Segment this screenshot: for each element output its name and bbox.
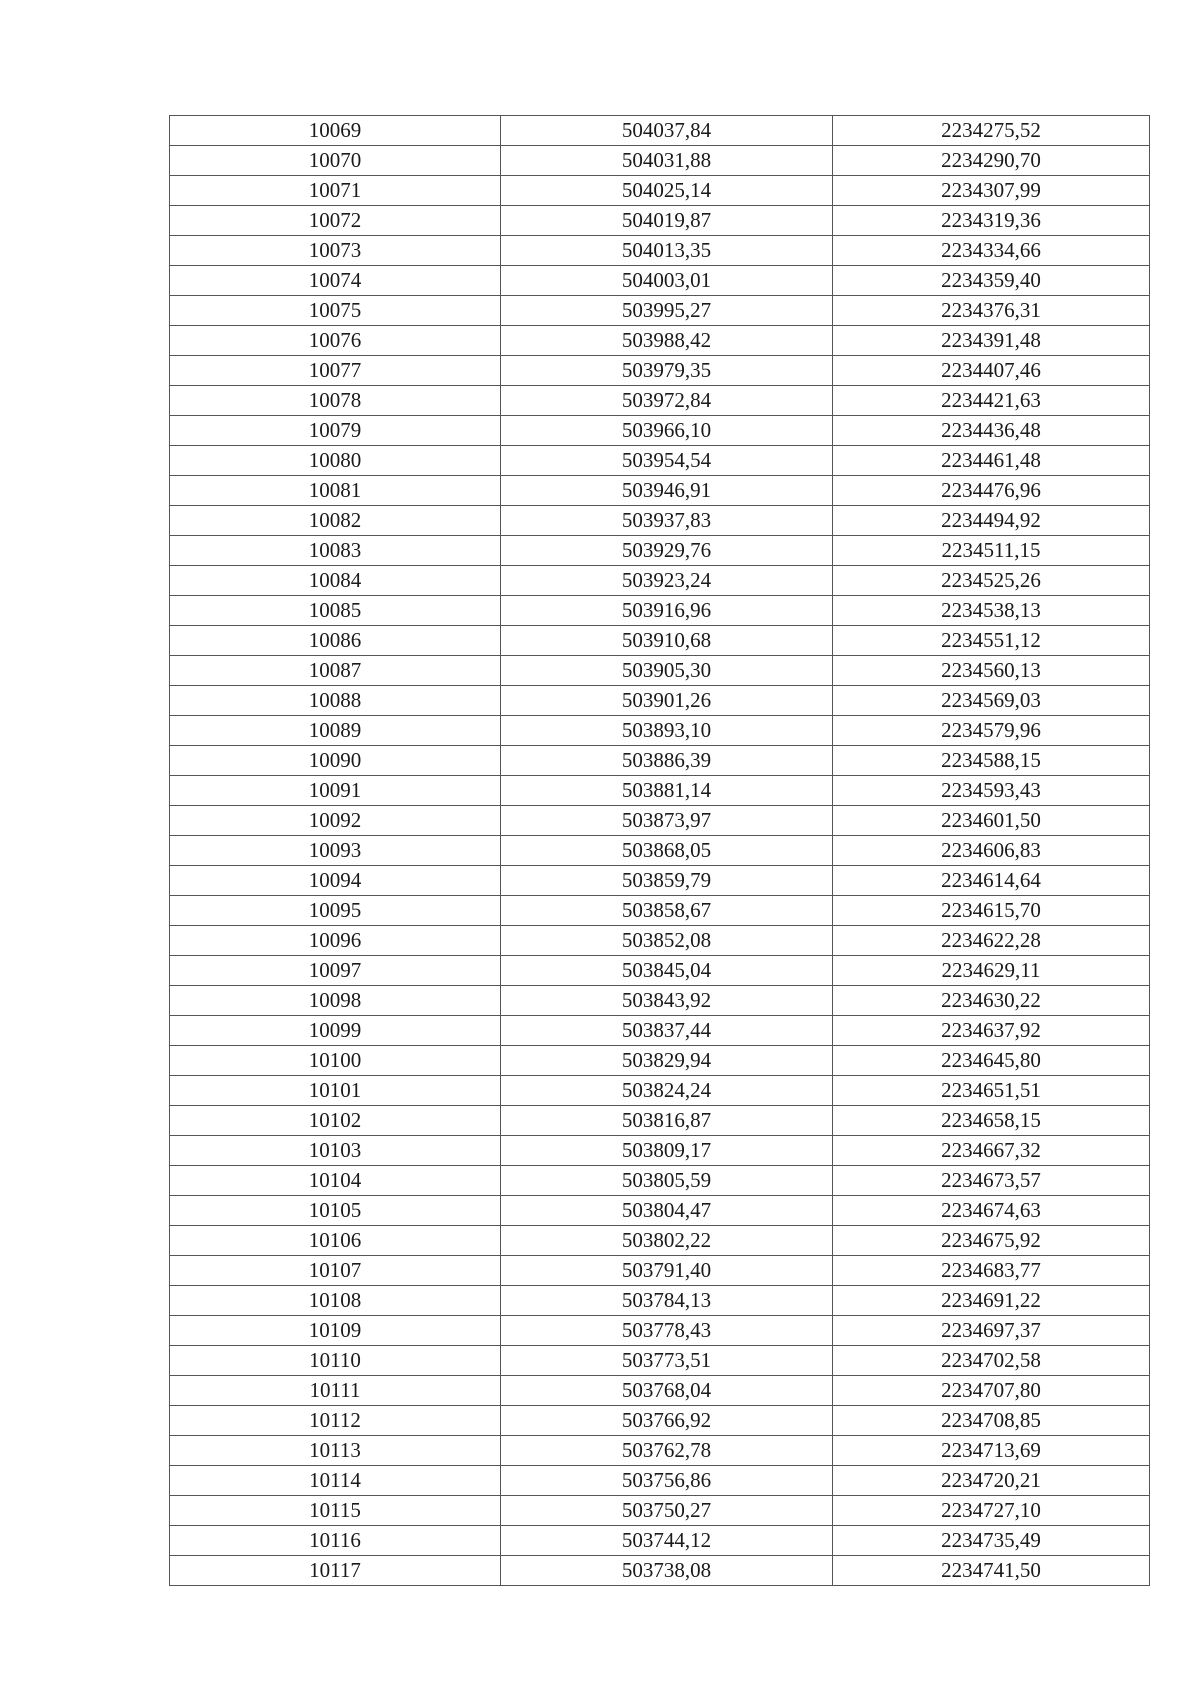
- point-number-cell: 10083: [170, 536, 501, 566]
- point-number-cell: 10081: [170, 476, 501, 506]
- x-coordinate-cell: 503966,10: [501, 416, 833, 446]
- point-number-cell: 10085: [170, 596, 501, 626]
- x-coordinate-cell: 503809,17: [501, 1136, 833, 1166]
- point-number-cell: 10104: [170, 1166, 501, 1196]
- point-number-cell: 10088: [170, 686, 501, 716]
- y-coordinate-cell: 2234334,66: [833, 236, 1150, 266]
- coordinates-table: [169, 115, 1150, 1586]
- point-number-cell: 10075: [170, 296, 501, 326]
- y-coordinate-cell: 2234511,15: [833, 536, 1150, 566]
- y-coordinate-cell: 2234436,48: [833, 416, 1150, 446]
- point-number-cell: 10071: [170, 176, 501, 206]
- table-row: [170, 566, 1150, 596]
- y-coordinate-cell: 2234560,13: [833, 656, 1150, 686]
- point-number-cell: 10093: [170, 836, 501, 866]
- point-number-cell: 10090: [170, 746, 501, 776]
- y-coordinate-cell: 2234713,69: [833, 1436, 1150, 1466]
- point-number-cell: 10108: [170, 1286, 501, 1316]
- y-coordinate-cell: 2234674,63: [833, 1196, 1150, 1226]
- y-coordinate-cell: 2234579,96: [833, 716, 1150, 746]
- point-number-cell: 10089: [170, 716, 501, 746]
- x-coordinate-cell: 504031,88: [501, 146, 833, 176]
- x-coordinate-cell: 503893,10: [501, 716, 833, 746]
- table-row: [170, 1466, 1150, 1496]
- table-row: [170, 296, 1150, 326]
- table-row: [170, 1136, 1150, 1166]
- y-coordinate-cell: 2234461,48: [833, 446, 1150, 476]
- point-number-cell: 10074: [170, 266, 501, 296]
- y-coordinate-cell: 2234551,12: [833, 626, 1150, 656]
- point-number-cell: 10114: [170, 1466, 501, 1496]
- y-coordinate-cell: 2234407,46: [833, 356, 1150, 386]
- point-number-cell: 10095: [170, 896, 501, 926]
- y-coordinate-cell: 2234319,36: [833, 206, 1150, 236]
- point-number-cell: 10099: [170, 1016, 501, 1046]
- x-coordinate-cell: 503778,43: [501, 1316, 833, 1346]
- point-number-cell: 10111: [170, 1376, 501, 1406]
- x-coordinate-cell: 504037,84: [501, 116, 833, 146]
- point-number-cell: 10102: [170, 1106, 501, 1136]
- table-row: [170, 1286, 1150, 1316]
- y-coordinate-cell: 2234707,80: [833, 1376, 1150, 1406]
- x-coordinate-cell: 503979,35: [501, 356, 833, 386]
- point-number-cell: 10098: [170, 986, 501, 1016]
- y-coordinate-cell: 2234667,32: [833, 1136, 1150, 1166]
- point-number-cell: 10106: [170, 1226, 501, 1256]
- y-coordinate-cell: 2234615,70: [833, 896, 1150, 926]
- table-row: [170, 356, 1150, 386]
- point-number-cell: 10107: [170, 1256, 501, 1286]
- x-coordinate-cell: 503988,42: [501, 326, 833, 356]
- y-coordinate-cell: 2234683,77: [833, 1256, 1150, 1286]
- table-row: [170, 866, 1150, 896]
- table-row: [170, 236, 1150, 266]
- x-coordinate-cell: 503858,67: [501, 896, 833, 926]
- y-coordinate-cell: 2234735,49: [833, 1526, 1150, 1556]
- table-row: [170, 746, 1150, 776]
- x-coordinate-cell: 503972,84: [501, 386, 833, 416]
- table-row: [170, 416, 1150, 446]
- x-coordinate-cell: 503916,96: [501, 596, 833, 626]
- table-row: [170, 206, 1150, 236]
- table-row: [170, 1436, 1150, 1466]
- x-coordinate-cell: 503824,24: [501, 1076, 833, 1106]
- y-coordinate-cell: 2234601,50: [833, 806, 1150, 836]
- y-coordinate-cell: 2234275,52: [833, 116, 1150, 146]
- x-coordinate-cell: 504013,35: [501, 236, 833, 266]
- table-row: [170, 536, 1150, 566]
- point-number-cell: 10070: [170, 146, 501, 176]
- table-row: [170, 1556, 1150, 1586]
- table-row: [170, 626, 1150, 656]
- table-row: [170, 956, 1150, 986]
- point-number-cell: 10103: [170, 1136, 501, 1166]
- point-number-cell: 10116: [170, 1526, 501, 1556]
- table-row: [170, 776, 1150, 806]
- table-row: [170, 716, 1150, 746]
- table-row: [170, 986, 1150, 1016]
- y-coordinate-cell: 2234637,92: [833, 1016, 1150, 1046]
- y-coordinate-cell: 2234494,92: [833, 506, 1150, 536]
- x-coordinate-cell: 503881,14: [501, 776, 833, 806]
- y-coordinate-cell: 2234391,48: [833, 326, 1150, 356]
- y-coordinate-cell: 2234651,51: [833, 1076, 1150, 1106]
- x-coordinate-cell: 503756,86: [501, 1466, 833, 1496]
- point-number-cell: 10073: [170, 236, 501, 266]
- table-row: [170, 1226, 1150, 1256]
- coordinates-table-body: [170, 116, 1150, 1586]
- x-coordinate-cell: 503791,40: [501, 1256, 833, 1286]
- table-row: [170, 896, 1150, 926]
- y-coordinate-cell: 2234720,21: [833, 1466, 1150, 1496]
- y-coordinate-cell: 2234645,80: [833, 1046, 1150, 1076]
- x-coordinate-cell: 503901,26: [501, 686, 833, 716]
- x-coordinate-cell: 503802,22: [501, 1226, 833, 1256]
- table-row: [170, 116, 1150, 146]
- point-number-cell: 10084: [170, 566, 501, 596]
- y-coordinate-cell: 2234675,92: [833, 1226, 1150, 1256]
- x-coordinate-cell: 503744,12: [501, 1526, 833, 1556]
- x-coordinate-cell: 504025,14: [501, 176, 833, 206]
- point-number-cell: 10076: [170, 326, 501, 356]
- x-coordinate-cell: 503829,94: [501, 1046, 833, 1076]
- x-coordinate-cell: 503946,91: [501, 476, 833, 506]
- x-coordinate-cell: 503937,83: [501, 506, 833, 536]
- y-coordinate-cell: 2234376,31: [833, 296, 1150, 326]
- x-coordinate-cell: 503995,27: [501, 296, 833, 326]
- point-number-cell: 10077: [170, 356, 501, 386]
- table-row: [170, 146, 1150, 176]
- x-coordinate-cell: 503886,39: [501, 746, 833, 776]
- point-number-cell: 10101: [170, 1076, 501, 1106]
- y-coordinate-cell: 2234614,64: [833, 866, 1150, 896]
- x-coordinate-cell: 503954,54: [501, 446, 833, 476]
- y-coordinate-cell: 2234569,03: [833, 686, 1150, 716]
- table-row: [170, 836, 1150, 866]
- table-row: [170, 806, 1150, 836]
- x-coordinate-cell: 503837,44: [501, 1016, 833, 1046]
- table-row: [170, 326, 1150, 356]
- x-coordinate-cell: 503805,59: [501, 1166, 833, 1196]
- point-number-cell: 10092: [170, 806, 501, 836]
- point-number-cell: 10079: [170, 416, 501, 446]
- y-coordinate-cell: 2234622,28: [833, 926, 1150, 956]
- x-coordinate-cell: 503750,27: [501, 1496, 833, 1526]
- point-number-cell: 10097: [170, 956, 501, 986]
- point-number-cell: 10069: [170, 116, 501, 146]
- x-coordinate-cell: 503768,04: [501, 1376, 833, 1406]
- table-row: [170, 1316, 1150, 1346]
- point-number-cell: 10087: [170, 656, 501, 686]
- table-row: [170, 1196, 1150, 1226]
- x-coordinate-cell: 503929,76: [501, 536, 833, 566]
- y-coordinate-cell: 2234727,10: [833, 1496, 1150, 1526]
- y-coordinate-cell: 2234588,15: [833, 746, 1150, 776]
- x-coordinate-cell: 503816,87: [501, 1106, 833, 1136]
- table-row: [170, 1526, 1150, 1556]
- table-row: [170, 1166, 1150, 1196]
- y-coordinate-cell: 2234606,83: [833, 836, 1150, 866]
- y-coordinate-cell: 2234691,22: [833, 1286, 1150, 1316]
- point-number-cell: 10117: [170, 1556, 501, 1586]
- x-coordinate-cell: 503766,92: [501, 1406, 833, 1436]
- table-row: [170, 1016, 1150, 1046]
- point-number-cell: 10082: [170, 506, 501, 536]
- point-number-cell: 10112: [170, 1406, 501, 1436]
- table-row: [170, 266, 1150, 296]
- x-coordinate-cell: 503905,30: [501, 656, 833, 686]
- point-number-cell: 10086: [170, 626, 501, 656]
- x-coordinate-cell: 503762,78: [501, 1436, 833, 1466]
- x-coordinate-cell: 503910,68: [501, 626, 833, 656]
- x-coordinate-cell: 503873,97: [501, 806, 833, 836]
- x-coordinate-cell: 503843,92: [501, 986, 833, 1016]
- table-row: [170, 1346, 1150, 1376]
- x-coordinate-cell: 504019,87: [501, 206, 833, 236]
- point-number-cell: 10113: [170, 1436, 501, 1466]
- table-row: [170, 656, 1150, 686]
- x-coordinate-cell: 503773,51: [501, 1346, 833, 1376]
- table-row: [170, 1406, 1150, 1436]
- table-row: [170, 686, 1150, 716]
- y-coordinate-cell: 2234630,22: [833, 986, 1150, 1016]
- x-coordinate-cell: 503738,08: [501, 1556, 833, 1586]
- y-coordinate-cell: 2234697,37: [833, 1316, 1150, 1346]
- y-coordinate-cell: 2234673,57: [833, 1166, 1150, 1196]
- x-coordinate-cell: 504003,01: [501, 266, 833, 296]
- table-row: [170, 176, 1150, 206]
- y-coordinate-cell: 2234708,85: [833, 1406, 1150, 1436]
- point-number-cell: 10110: [170, 1346, 501, 1376]
- x-coordinate-cell: 503852,08: [501, 926, 833, 956]
- y-coordinate-cell: 2234359,40: [833, 266, 1150, 296]
- point-number-cell: 10078: [170, 386, 501, 416]
- y-coordinate-cell: 2234741,50: [833, 1556, 1150, 1586]
- point-number-cell: 10072: [170, 206, 501, 236]
- table-row: [170, 596, 1150, 626]
- table-row: [170, 506, 1150, 536]
- table-row: [170, 1076, 1150, 1106]
- table-row: [170, 1256, 1150, 1286]
- point-number-cell: 10091: [170, 776, 501, 806]
- y-coordinate-cell: 2234538,13: [833, 596, 1150, 626]
- x-coordinate-cell: 503859,79: [501, 866, 833, 896]
- x-coordinate-cell: 503845,04: [501, 956, 833, 986]
- point-number-cell: 10080: [170, 446, 501, 476]
- y-coordinate-cell: 2234525,26: [833, 566, 1150, 596]
- point-number-cell: 10100: [170, 1046, 501, 1076]
- y-coordinate-cell: 2234421,63: [833, 386, 1150, 416]
- table-row: [170, 1376, 1150, 1406]
- table-row: [170, 1046, 1150, 1076]
- x-coordinate-cell: 503923,24: [501, 566, 833, 596]
- y-coordinate-cell: 2234290,70: [833, 146, 1150, 176]
- point-number-cell: 10096: [170, 926, 501, 956]
- x-coordinate-cell: 503804,47: [501, 1196, 833, 1226]
- y-coordinate-cell: 2234658,15: [833, 1106, 1150, 1136]
- y-coordinate-cell: 2234476,96: [833, 476, 1150, 506]
- table-row: [170, 1106, 1150, 1136]
- y-coordinate-cell: 2234629,11: [833, 956, 1150, 986]
- y-coordinate-cell: 2234702,58: [833, 1346, 1150, 1376]
- table-row: [170, 476, 1150, 506]
- table-row: [170, 386, 1150, 416]
- point-number-cell: 10105: [170, 1196, 501, 1226]
- table-row: [170, 926, 1150, 956]
- point-number-cell: 10109: [170, 1316, 501, 1346]
- x-coordinate-cell: 503868,05: [501, 836, 833, 866]
- point-number-cell: 10094: [170, 866, 501, 896]
- table-row: [170, 1496, 1150, 1526]
- table-row: [170, 446, 1150, 476]
- y-coordinate-cell: 2234593,43: [833, 776, 1150, 806]
- y-coordinate-cell: 2234307,99: [833, 176, 1150, 206]
- point-number-cell: 10115: [170, 1496, 501, 1526]
- x-coordinate-cell: 503784,13: [501, 1286, 833, 1316]
